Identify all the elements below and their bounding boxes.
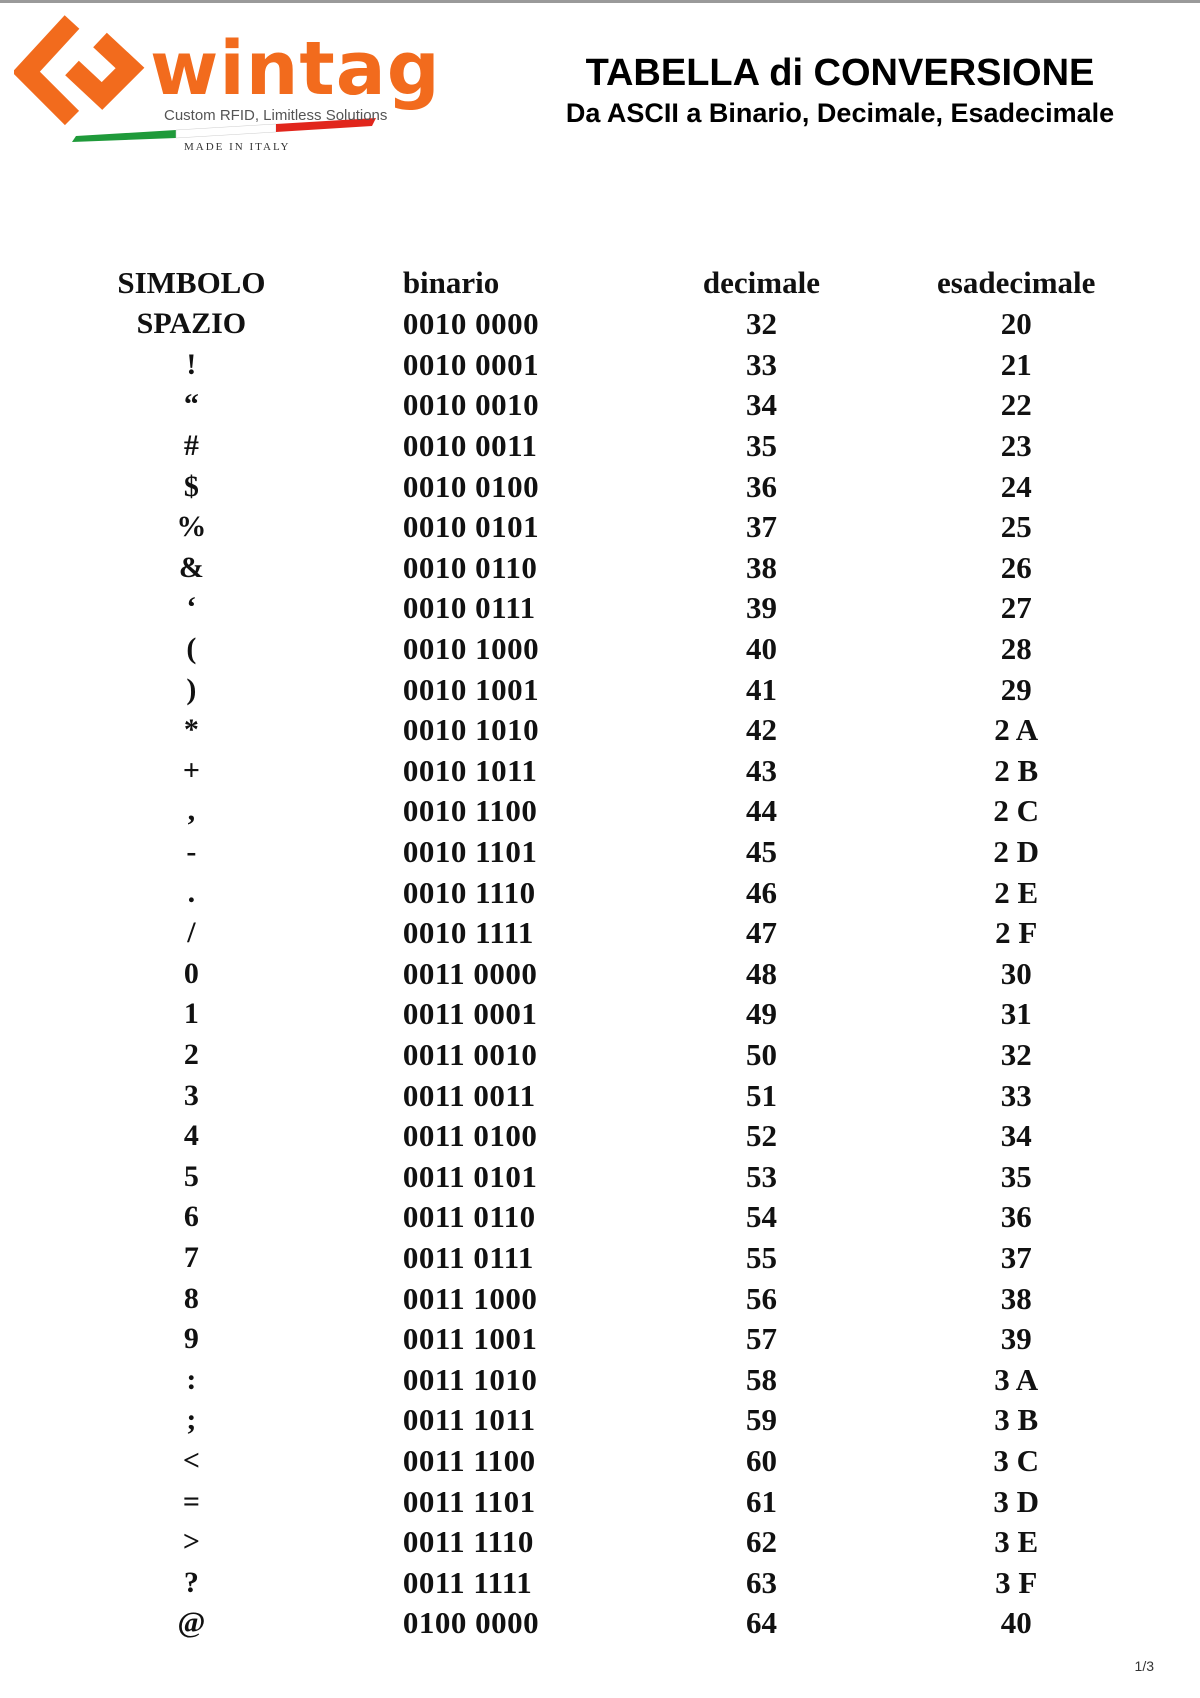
cell-hex: 3 C bbox=[993, 1442, 1040, 1478]
cell-hex: 40 bbox=[1000, 1605, 1032, 1641]
cell-decimal: 42 bbox=[745, 712, 777, 748]
cell-symbol: ! bbox=[186, 347, 197, 381]
cell-binary: 0011 1111 bbox=[402, 1564, 533, 1600]
cell-decimal: 50 bbox=[745, 1036, 777, 1072]
logo-made-in-italy: MADE IN ITALY bbox=[184, 141, 291, 153]
table-row bbox=[90, 385, 1130, 426]
cell-hex: 31 bbox=[1000, 996, 1032, 1032]
table-row bbox=[90, 913, 1130, 954]
cell-hex: 38 bbox=[1000, 1280, 1032, 1316]
table-row bbox=[90, 1319, 1130, 1360]
cell-hex: 27 bbox=[1000, 590, 1032, 626]
cell-decimal: 37 bbox=[745, 509, 777, 545]
cell-symbol: 3 bbox=[183, 1078, 199, 1112]
cell-hex: 34 bbox=[1000, 1118, 1032, 1154]
cell-binary: 0011 0101 bbox=[402, 1158, 538, 1194]
cell-decimal: 45 bbox=[745, 834, 777, 870]
cell-binary: 0011 1001 bbox=[402, 1321, 538, 1357]
cell-symbol: ) bbox=[186, 672, 197, 706]
cell-hex: 3 A bbox=[994, 1361, 1039, 1397]
cell-symbol: < bbox=[182, 1443, 200, 1477]
cell-decimal: 35 bbox=[745, 428, 777, 464]
table-row bbox=[90, 1603, 1130, 1644]
table-row bbox=[90, 791, 1130, 832]
cell-decimal: 55 bbox=[745, 1239, 777, 1275]
cell-binary: 0011 1010 bbox=[402, 1361, 538, 1397]
conversion-table bbox=[90, 262, 1130, 1644]
cell-hex: 2 D bbox=[993, 834, 1040, 870]
column-header-symbol: SIMBOLO bbox=[117, 265, 266, 300]
cell-symbol: ; bbox=[186, 1403, 197, 1437]
cell-binary: 0010 1100 bbox=[402, 793, 538, 829]
cell-hex: 29 bbox=[1000, 671, 1032, 707]
column-header-hex: esadecimale bbox=[937, 265, 1096, 300]
cell-decimal: 34 bbox=[745, 387, 777, 423]
cell-binary: 0011 1000 bbox=[402, 1280, 538, 1316]
table-row bbox=[90, 507, 1130, 548]
table-row bbox=[90, 954, 1130, 995]
cell-decimal: 44 bbox=[745, 793, 777, 829]
cell-binary: 0011 0001 bbox=[402, 996, 538, 1032]
table-row bbox=[90, 872, 1130, 913]
cell-binary: 0010 0111 bbox=[402, 590, 536, 626]
cell-decimal: 61 bbox=[745, 1483, 777, 1519]
cell-decimal: 39 bbox=[745, 590, 777, 626]
table-row bbox=[90, 1278, 1130, 1319]
cell-symbol: 2 bbox=[183, 1037, 199, 1071]
page-number: 1/3 bbox=[1134, 1658, 1154, 1674]
cell-binary: 0011 0000 bbox=[402, 955, 538, 991]
cell-hex: 22 bbox=[1000, 387, 1032, 423]
cell-decimal: 36 bbox=[745, 468, 777, 504]
cell-symbol: $ bbox=[183, 469, 199, 503]
cell-symbol: # bbox=[183, 429, 199, 463]
table-row bbox=[90, 1522, 1130, 1563]
cell-binary: 0010 0110 bbox=[402, 549, 538, 585]
page-subtitle: Da ASCII a Binario, Decimale, Esadecimale bbox=[565, 98, 1115, 128]
cell-symbol: ? bbox=[183, 1565, 199, 1599]
cell-hex: 3 F bbox=[995, 1564, 1038, 1600]
cell-symbol: : bbox=[186, 1362, 197, 1396]
cell-symbol: 1 bbox=[183, 997, 199, 1031]
cell-hex: 37 bbox=[1000, 1239, 1032, 1275]
cell-decimal: 51 bbox=[745, 1077, 777, 1113]
cell-hex: 3 B bbox=[994, 1402, 1039, 1438]
cell-binary: 0010 1101 bbox=[402, 834, 538, 870]
cell-symbol: 0 bbox=[183, 956, 199, 990]
table-row bbox=[90, 669, 1130, 710]
cell-symbol: 9 bbox=[183, 1322, 199, 1356]
table-row bbox=[90, 548, 1130, 589]
cell-hex: 3 D bbox=[993, 1483, 1040, 1519]
cell-symbol: / bbox=[187, 916, 196, 950]
cell-binary: 0010 1000 bbox=[402, 631, 540, 667]
cell-binary: 0011 1100 bbox=[402, 1442, 536, 1478]
cell-symbol: + bbox=[182, 753, 200, 787]
table-row bbox=[90, 832, 1130, 873]
table-row bbox=[90, 751, 1130, 792]
cell-decimal: 53 bbox=[745, 1158, 777, 1194]
table-row bbox=[90, 304, 1130, 345]
cell-binary: 0010 0001 bbox=[402, 346, 540, 382]
table-row bbox=[90, 1562, 1130, 1603]
cell-binary: 0010 1001 bbox=[402, 671, 540, 707]
table-row bbox=[90, 1441, 1130, 1482]
table-row bbox=[90, 1116, 1130, 1157]
cell-hex: 23 bbox=[1000, 428, 1032, 464]
cell-symbol: , bbox=[187, 794, 196, 828]
cell-symbol: = bbox=[182, 1484, 200, 1518]
cell-binary: 0011 1101 bbox=[402, 1483, 536, 1519]
table-row bbox=[90, 1400, 1130, 1441]
cell-binary: 0011 1011 bbox=[402, 1402, 536, 1438]
table-row bbox=[90, 1156, 1130, 1197]
table-row bbox=[90, 426, 1130, 467]
cell-decimal: 47 bbox=[745, 915, 777, 951]
cell-decimal: 60 bbox=[745, 1442, 777, 1478]
table-row bbox=[90, 345, 1130, 386]
cell-binary: 0010 1111 bbox=[402, 915, 534, 951]
cell-binary: 0010 1011 bbox=[402, 752, 538, 788]
cell-hex: 30 bbox=[1000, 955, 1032, 991]
table-row bbox=[90, 629, 1130, 670]
cell-hex: 21 bbox=[1000, 346, 1032, 382]
table-row bbox=[90, 1075, 1130, 1116]
table-row bbox=[90, 1359, 1130, 1400]
cell-hex: 2 B bbox=[994, 752, 1039, 788]
cell-decimal: 54 bbox=[745, 1199, 777, 1235]
cell-decimal: 58 bbox=[745, 1361, 777, 1397]
cell-decimal: 49 bbox=[745, 996, 777, 1032]
top-border-line bbox=[0, 0, 1200, 3]
cell-symbol: . bbox=[187, 875, 196, 909]
cell-symbol: “ bbox=[183, 388, 199, 422]
cell-symbol: ( bbox=[186, 632, 197, 666]
cell-decimal: 38 bbox=[745, 549, 777, 585]
table-row bbox=[90, 710, 1130, 751]
table-header-row bbox=[90, 262, 1130, 304]
page-title: TABELLA di CONVERSIONE bbox=[585, 52, 1095, 94]
cell-symbol: 5 bbox=[183, 1159, 199, 1193]
cell-hex: 3 E bbox=[994, 1524, 1039, 1560]
cell-decimal: 56 bbox=[745, 1280, 777, 1316]
cell-decimal: 41 bbox=[745, 671, 777, 707]
cell-hex: 33 bbox=[1000, 1077, 1032, 1113]
cell-hex: 2 E bbox=[994, 874, 1039, 910]
cell-decimal: 43 bbox=[745, 752, 777, 788]
cell-binary: 0010 0100 bbox=[402, 468, 540, 504]
cell-hex: 20 bbox=[1000, 306, 1032, 342]
table-row bbox=[90, 1035, 1130, 1076]
cell-hex: 25 bbox=[1000, 509, 1032, 545]
cell-binary: 0010 0000 bbox=[402, 306, 540, 342]
cell-hex: 36 bbox=[1000, 1199, 1032, 1235]
table-row bbox=[90, 1197, 1130, 1238]
cell-hex: 32 bbox=[1000, 1036, 1032, 1072]
table-row bbox=[90, 994, 1130, 1035]
cell-hex: 39 bbox=[1000, 1321, 1032, 1357]
cell-symbol: * bbox=[183, 713, 199, 747]
cell-symbol: 7 bbox=[183, 1240, 199, 1274]
cell-hex: 2 A bbox=[994, 712, 1039, 748]
cell-decimal: 32 bbox=[745, 306, 777, 342]
logo-tagline: Custom RFID, Limitless Solutions bbox=[164, 107, 388, 124]
cell-hex: 35 bbox=[1000, 1158, 1032, 1194]
cell-symbol: - bbox=[186, 835, 197, 869]
column-header-decimal: decimale bbox=[702, 265, 820, 300]
table-body bbox=[90, 304, 1130, 1644]
cell-binary: 0100 0000 bbox=[402, 1605, 540, 1641]
table-row bbox=[90, 466, 1130, 507]
cell-decimal: 57 bbox=[745, 1321, 777, 1357]
cell-binary: 0011 0110 bbox=[402, 1199, 536, 1235]
wintag-logo-mark-icon bbox=[14, 10, 484, 160]
document-header bbox=[530, 50, 1150, 130]
cell-hex: 26 bbox=[1000, 549, 1032, 585]
cell-symbol: SPAZIO bbox=[136, 307, 247, 341]
table-row bbox=[90, 588, 1130, 629]
cell-symbol: & bbox=[178, 550, 204, 584]
svg-text:wintag: wintag bbox=[150, 26, 441, 112]
cell-decimal: 46 bbox=[745, 874, 777, 910]
cell-binary: 0011 0100 bbox=[402, 1118, 538, 1154]
cell-binary: 0010 0010 bbox=[402, 387, 540, 423]
cell-binary: 0011 0011 bbox=[402, 1077, 536, 1113]
cell-symbol: ‘ bbox=[186, 591, 197, 625]
cell-binary: 0010 1010 bbox=[402, 712, 540, 748]
cell-decimal: 48 bbox=[745, 955, 777, 991]
cell-symbol: 8 bbox=[183, 1281, 199, 1315]
cell-binary: 0010 0011 bbox=[402, 428, 538, 464]
cell-binary: 0011 0111 bbox=[402, 1239, 534, 1275]
column-header-binary: binario bbox=[402, 265, 500, 300]
table-row bbox=[90, 1238, 1130, 1279]
cell-symbol: @ bbox=[177, 1606, 206, 1640]
cell-symbol: > bbox=[182, 1525, 200, 1559]
cell-decimal: 40 bbox=[745, 631, 777, 667]
cell-binary: 0010 0101 bbox=[402, 509, 540, 545]
cell-decimal: 52 bbox=[745, 1118, 777, 1154]
wintag-logo bbox=[14, 10, 484, 160]
cell-hex: 28 bbox=[1000, 631, 1032, 667]
cell-decimal: 33 bbox=[745, 346, 777, 382]
cell-symbol: 6 bbox=[183, 1200, 199, 1234]
cell-binary: 0011 0010 bbox=[402, 1036, 538, 1072]
cell-decimal: 64 bbox=[745, 1605, 777, 1641]
cell-binary: 0010 1110 bbox=[402, 874, 536, 910]
cell-binary: 0011 1110 bbox=[402, 1524, 534, 1560]
cell-symbol: % bbox=[176, 510, 207, 544]
cell-symbol: 4 bbox=[183, 1119, 199, 1153]
cell-hex: 2 F bbox=[995, 915, 1038, 951]
cell-decimal: 63 bbox=[745, 1564, 777, 1600]
cell-hex: 2 C bbox=[993, 793, 1040, 829]
cell-decimal: 62 bbox=[745, 1524, 777, 1560]
table-row bbox=[90, 1481, 1130, 1522]
cell-hex: 24 bbox=[1000, 468, 1032, 504]
cell-decimal: 59 bbox=[745, 1402, 777, 1438]
